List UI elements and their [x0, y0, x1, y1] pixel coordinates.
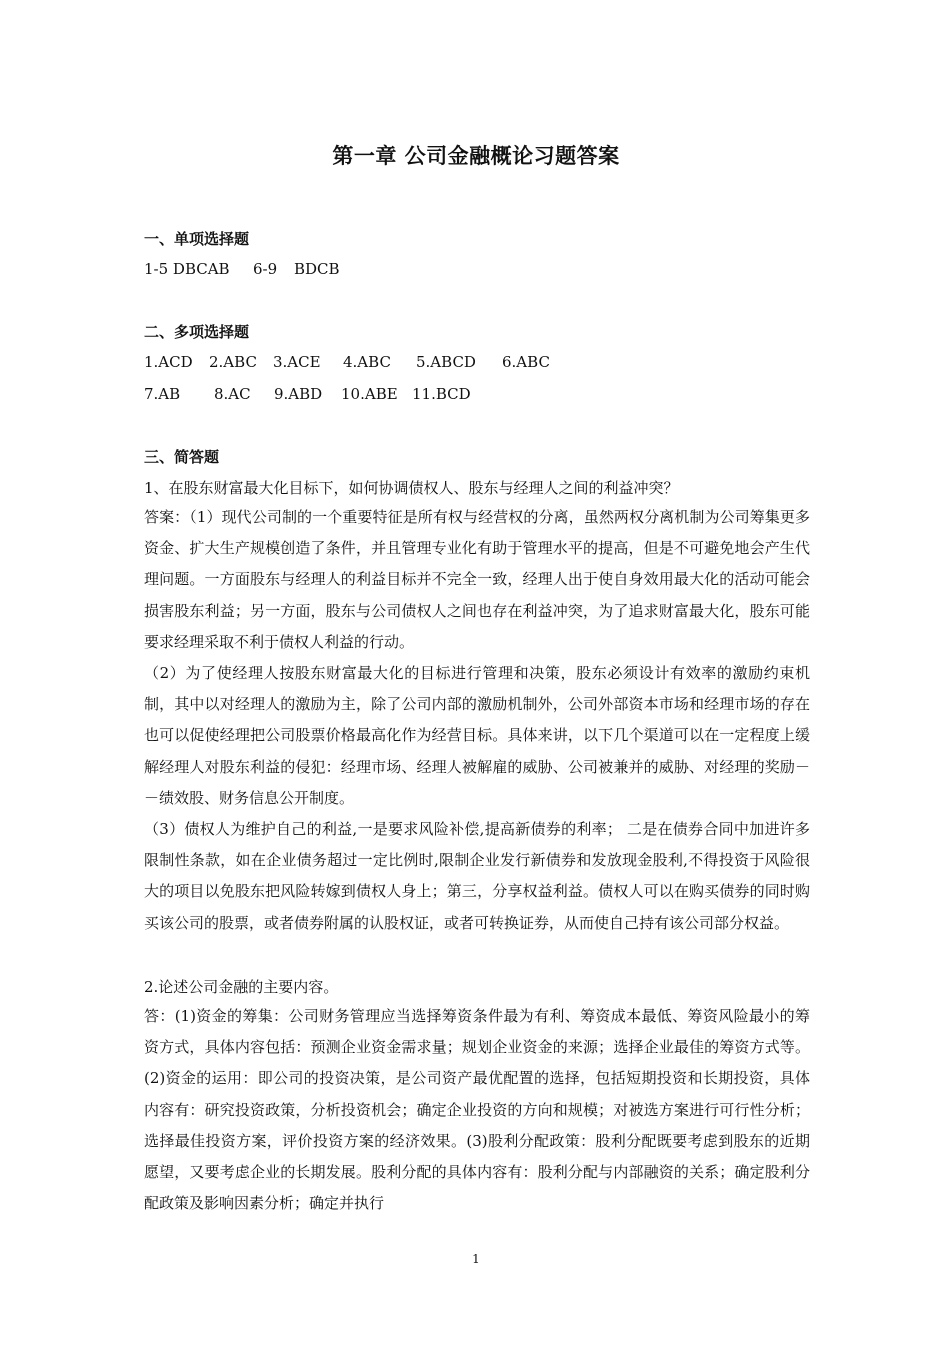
answer-item: 4.ABC — [343, 353, 391, 371]
answer-2-paragraph-1: 答：(1)资金的筹集：公司财务管理应当选择筹资条件最为有利、筹资成本最低、筹资风险最小的筹资方式，具体内容包括：预测企业资金需求量；规划企业资金的来源；选择企业最佳的筹资方式等。(2)资金的运用：即公司的投资决策，是公司资产最优配置的选择，包括短期投资和长期投资，具体内容有：研究投资政策，分析投资机会；确定企业投资的方向和规模；对被选方案进行可行性分析；选择最佳投资方案，评价投资方案的经济效果。(3)股利分配政策：股利分配既要考虑到股东的近期愿望，又要考虑企业的长期发展。股利分配的具体内容有：股利分配与内部融资的关系；确定股利分配政策及影响因素分析；确定并执行 — [144, 1007, 810, 1213]
answer-group: BDCB — [294, 260, 340, 278]
answer-group: 6-9 — [253, 260, 278, 278]
answer-item: 7.AB — [144, 385, 181, 403]
answer-item: 9.ABD — [274, 385, 323, 403]
answer-1-paragraph-2: （2）为了使经理人按股东财富最大化的目标进行管理和决策，股东必须设计有效率的激励约束机制，其中以对经理人的激励为主，除了公司内部的激励机制外，公司外部资本市场和经理市场的存在也可以促使经理把公司股票价格最高化作为经营目标。具体来讲，以下几个渠道可以在一定程度上缓解经理人对股东利益的侵犯：经理市场、经理人被解雇的威胁、公司被兼并的威胁、对经理的奖励－－绩效股、财务信息公开制度。 — [144, 664, 810, 807]
question-2: 2.论述公司金融的主要内容。 — [144, 978, 339, 996]
page-number: 1 — [472, 1252, 480, 1266]
answer-group: 1-5 DBCAB — [144, 260, 230, 278]
answer-item: 8.AC — [214, 385, 251, 403]
section-heading-single-choice: 一、单项选择题 — [144, 230, 250, 248]
answer-1-paragraph-1: 答案：（1）现代公司制的一个重要特征是所有权与经营权的分离，虽然两权分离机制为公司筹集更多资金、扩大生产规模创造了条件，并且管理专业化有助于管理水平的提高，但是不可避免地会产生代理问题。一方面股东与经理人的利益目标并不完全一致，经理人出于使自身效用最大化的活动可能会损害股东利益；另一方面，股东与公司债权人之间也存在利益冲突，为了追求财富最大化，股东可能要求经理采取不利于债权人利益的行动。 — [144, 508, 810, 651]
section-heading-short-answer: 三、简答题 — [144, 448, 220, 466]
answer-1-paragraph-3: （3）债权人为维护自己的利益,一是要求风险补偿,提高新债券的利率； 二是在债券合同中加进许多限制性条款，如在企业债务超过一定比例时,限制企业发行新债券和发放现金股利,不得投资于风险很大的项目以免股东把风险转嫁到债权人身上；第三，分享权益利益。债权人可以在购买债券的同时购买该公司的股票，或者债券附属的认股权证，或者可转换证券，从而使自己持有该公司部分权益。 — [144, 820, 810, 932]
section-heading-multiple-choice: 二、多项选择题 — [144, 323, 250, 341]
answer-item: 6.ABC — [502, 353, 550, 371]
answer-item: 2.ABC — [209, 353, 257, 371]
answer-item: 5.ABCD — [416, 353, 476, 371]
answer-item: 11.BCD — [412, 385, 471, 403]
answer-item: 3.ACE — [273, 353, 321, 371]
question-1: 1、在股东财富最大化目标下，如何协调债权人、股东与经理人之间的利益冲突？ — [144, 479, 679, 497]
page-title: 第一章 公司金融概论习题答案 — [332, 144, 620, 168]
answer-item: 1.ACD — [144, 353, 193, 371]
answer-item: 10.ABE — [341, 385, 398, 403]
